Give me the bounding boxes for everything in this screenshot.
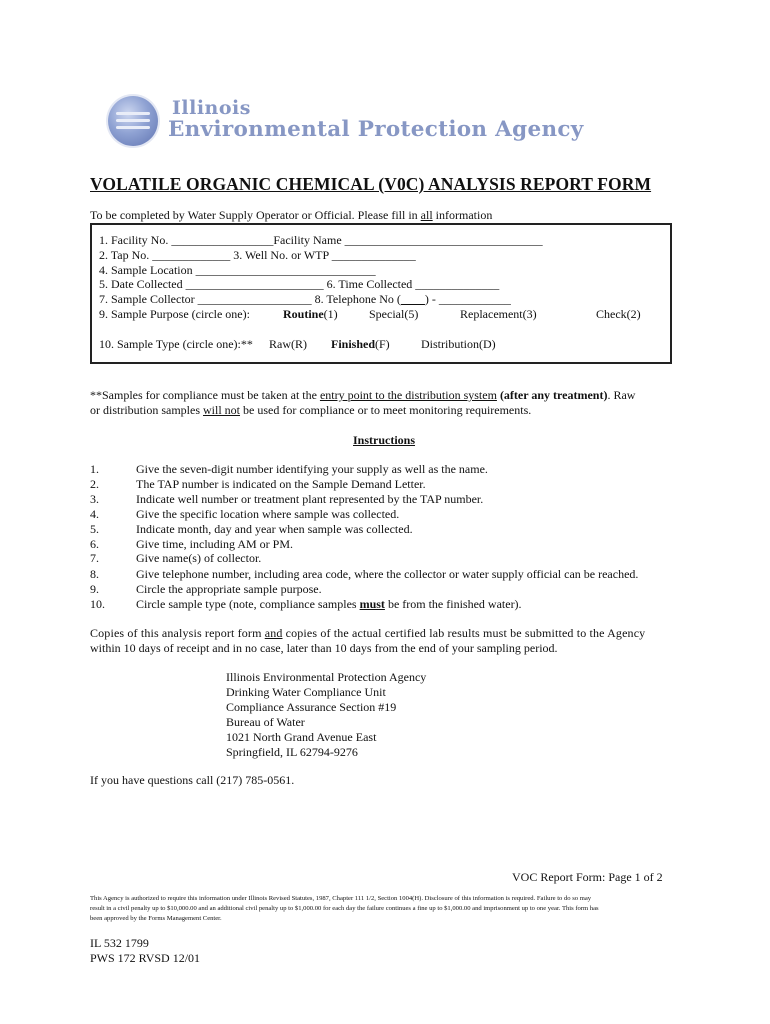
instruction-number: 6. (90, 537, 99, 551)
instruction-text: Circle the appropriate sample purpose. (136, 582, 322, 596)
instruction-number: 4. (90, 507, 99, 521)
legal-line-3: been approved by the Forms Management Center. (90, 915, 222, 922)
submit-text: Copies of this analysis report form (90, 626, 265, 640)
instruction-number: 3. (90, 492, 99, 506)
instruction-number: 1. (90, 462, 99, 476)
address-line: Bureau of Water (226, 715, 305, 729)
logo-text-agency: Environmental Protection Agency (168, 117, 584, 142)
instruction-text: Give name(s) of collector. (136, 551, 262, 565)
type-option-raw[interactable]: Raw(R) (269, 337, 307, 351)
field-tap-well[interactable]: 2. Tap No. _____________ 3. Well No. or WTP ______________ (99, 248, 416, 262)
form-title: VOLATILE ORGANIC CHEMICAL (V0C) ANALYSIS REPORT FORM (90, 174, 652, 194)
type-option-finished[interactable] (331, 337, 390, 352)
address-line: Illinois Environmental Protection Agency (226, 670, 427, 684)
submit-note-line2: within 10 days of receipt and in no case, later than 10 days from the end of your sampling period. (90, 641, 558, 655)
seal-stripe (116, 112, 150, 115)
instruction10-text-end: be from the finished water). (384, 597, 522, 611)
instruction-text: Give the seven-digit number identifying your supply as well as the name. (136, 462, 488, 476)
instruction-number: 2. (90, 477, 99, 491)
purpose-option-replacement[interactable]: Replacement(3) (460, 307, 537, 321)
field-collector-telephone[interactable] (99, 292, 511, 307)
compliance-note-line1 (90, 388, 635, 403)
address-line: 1021 North Grand Avenue East (226, 730, 377, 744)
purpose-option-special[interactable]: Special(5) (369, 307, 419, 321)
collector-label: 7. Sample Collector ___________________ 8. Telephone No ( (99, 292, 401, 306)
sample-type-label: 10. Sample Type (circle one):** (99, 337, 253, 351)
area-code-blank: ____ (400, 292, 425, 306)
instruction-text: Indicate month, day and year when sample was collected. (136, 522, 413, 536)
finished-code: (F) (375, 337, 390, 351)
instruction-text: Indicate well number or treatment plant represented by the TAP number. (136, 492, 484, 506)
intro-prefix: To be completed by Water Supply Operator or Official. Please fill in (90, 208, 421, 222)
instruction-text: Give the specific location where sample was collected. (136, 507, 400, 521)
form-revision: PWS 172 RVSD 12/01 (90, 951, 201, 965)
address-line: Drinking Water Compliance Unit (226, 685, 386, 699)
legal-line-1: This Agency is authorized to require this information under Illinois Revised Statutes, 1987, Chapter 111 1/2, Section 1004(H). Disclosure of this information is required. Failure to do so may (90, 895, 592, 902)
instruction-number: 8. (90, 567, 99, 581)
purpose-option-routine[interactable] (283, 307, 338, 322)
instruction-text (136, 597, 522, 612)
logo-text-illinois: Illinois (172, 97, 251, 119)
address-line: Compliance Assurance Section #19 (226, 700, 397, 714)
note-text: or distribution samples (90, 403, 203, 417)
instruction-number: 9. (90, 582, 99, 596)
sample-purpose-label: 9. Sample Purpose (circle one): (99, 307, 250, 321)
instruction-text: Give time, including AM or PM. (136, 537, 293, 551)
note-raw: . Raw (607, 388, 636, 402)
note-text: **Samples for compliance must be taken at the (90, 388, 320, 402)
instructions-heading: Instructions (353, 433, 416, 447)
page-number-label: VOC Report Form: Page 1 of 2 (512, 870, 663, 884)
address-line: Springfield, IL 62794-9276 (226, 745, 358, 759)
intro-text (90, 208, 492, 223)
legal-line-2: result in a civil penalty up to $10,000.00 and an additional civil penalty up to $1,000.00 for each day the failure continues a fine up to $1,000.00 and imprisonment up to one year. This form has (90, 905, 599, 912)
note-text: be used for compliance or to meet monitoring requirements. (240, 403, 532, 417)
compliance-note-line2 (90, 403, 531, 418)
instruction10-must: must (359, 597, 385, 611)
note-after-treatment: (after any treatment) (499, 388, 608, 402)
routine-text: Routine (283, 307, 324, 321)
instruction-number: 5. (90, 522, 99, 536)
purpose-option-check[interactable]: Check(2) (596, 307, 641, 321)
field-facility[interactable]: 1. Facility No. _________________Facility Name _________________________________ (99, 233, 543, 247)
field-date-time[interactable]: 5. Date Collected _______________________ 6. Time Collected ______________ (99, 277, 500, 291)
epa-seal-logo (108, 96, 158, 146)
submit-and: and (264, 626, 283, 640)
field-sample-location[interactable]: 4. Sample Location ______________________________ (99, 263, 376, 277)
routine-code: (1) (323, 307, 338, 321)
questions-phone: If you have questions call (217) 785-0561. (90, 773, 295, 787)
intro-underlined: all (420, 208, 433, 222)
intro-suffix: information (432, 208, 493, 222)
note-will-not: will not (203, 403, 241, 417)
submit-text-end: copies of the actual certified lab results must be submitted to the Agency (282, 626, 646, 640)
phone-blank: ) - ____________ (424, 292, 511, 306)
instruction-number: 10. (90, 597, 105, 611)
seal-stripe (116, 119, 150, 122)
instruction10-text: Circle sample type (note, compliance samples (136, 597, 360, 611)
note-entry-point: entry point to the distribution system (319, 388, 497, 402)
instruction-text: The TAP number is indicated on the Sample Demand Letter. (136, 477, 426, 491)
submit-note-line1 (90, 626, 645, 641)
seal-stripe (116, 126, 150, 129)
instruction-number: 7. (90, 551, 99, 565)
finished-text: Finished (331, 337, 376, 351)
form-id: IL 532 1799 (90, 936, 149, 950)
type-option-distribution[interactable]: Distribution(D) (421, 337, 496, 351)
instruction-text: Give telephone number, including area code, where the collector or water supply official can be reached. (136, 567, 639, 581)
